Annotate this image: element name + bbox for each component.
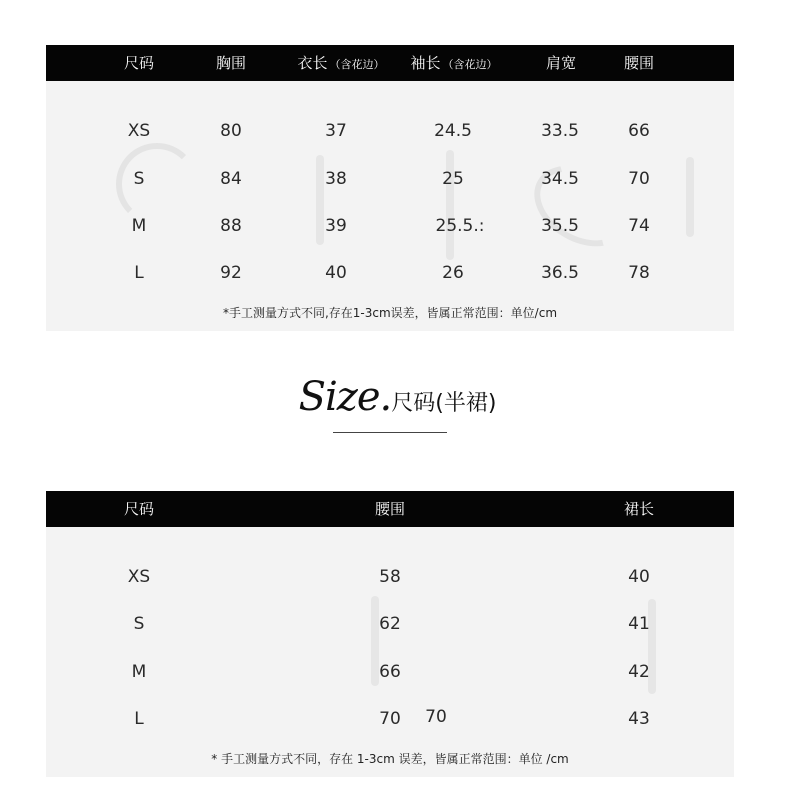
cell-size: XS [127, 121, 151, 141]
cell-shoulder: 34.5 [541, 169, 579, 189]
cell-size: M [131, 662, 147, 682]
cell-waist: 74 [628, 216, 650, 236]
cell-bust: 84 [220, 169, 242, 189]
title-text: 尺码(半裙) [391, 391, 497, 416]
cell-sleeve: 24.5 [434, 121, 472, 141]
cell-waist: 70 [628, 169, 650, 189]
measurement-note: *手工测量方式不同,存在1-3cm误差，皆属正常范围：单位/cm [222, 306, 558, 320]
section-title [0, 374, 795, 420]
cell-waist: 58 [379, 567, 401, 587]
cell-stray-value: 70 [425, 707, 447, 727]
cell-size: S [133, 614, 145, 634]
cell-sleeve: 26 [442, 263, 464, 283]
watermark-stroke [371, 596, 379, 686]
watermark-arc [520, 149, 644, 262]
cell-waist: 62 [379, 614, 401, 634]
header-size: 尺码 [123, 54, 155, 72]
watermark-stroke [316, 155, 324, 245]
cell-waist: 78 [628, 263, 650, 283]
cell-bust: 92 [220, 263, 242, 283]
header-waist: 腰围 [374, 500, 406, 518]
header-shoulder: 肩宽 [545, 54, 577, 72]
cell-waist: 66 [628, 121, 650, 141]
top-size-table [46, 45, 734, 331]
cell-waist: 70 [379, 709, 401, 729]
table-header [46, 491, 734, 527]
cell-size: L [134, 709, 144, 729]
cell-sleeve: 25 [442, 169, 464, 189]
header-bust: 胸围 [215, 54, 247, 72]
cell-bust: 80 [220, 121, 242, 141]
header-length: 衣长 （含花边） [297, 54, 385, 72]
cell-length: 40 [325, 263, 347, 283]
cell-sleeve: 25.5.: [435, 216, 485, 236]
title-underline [333, 432, 447, 433]
cell-skirt-length: 41 [628, 614, 650, 634]
cell-waist: 66 [379, 662, 401, 682]
header-size: 尺码 [123, 500, 155, 518]
measurement-note: * 手工测量方式不同，存在 1-3cm 误差，皆属正常范围：单位 /cm [211, 752, 569, 766]
cell-skirt-length: 40 [628, 567, 650, 587]
cell-size: XS [127, 567, 151, 587]
cell-bust: 88 [220, 216, 242, 236]
cell-shoulder: 33.5 [541, 121, 579, 141]
cell-skirt-length: 43 [628, 709, 650, 729]
header-skirt-length: 裙长 [623, 500, 655, 518]
bottom-size-table [46, 491, 734, 777]
cell-length: 39 [325, 216, 347, 236]
title-script: Size. [298, 374, 392, 420]
cell-size: M [131, 216, 147, 236]
cell-shoulder: 36.5 [541, 263, 579, 283]
watermark-arc [116, 143, 198, 225]
cell-size: L [134, 263, 144, 283]
cell-length: 38 [325, 169, 347, 189]
watermark-stroke [446, 150, 454, 260]
cell-size: S [133, 169, 145, 189]
header-sleeve: 袖长 （含花边） [410, 54, 498, 72]
watermark-stroke [686, 157, 694, 237]
cell-shoulder: 35.5 [541, 216, 579, 236]
cell-length: 37 [325, 121, 347, 141]
table-header [46, 45, 734, 81]
cell-skirt-length: 42 [628, 662, 650, 682]
header-waist: 腰围 [623, 54, 655, 72]
